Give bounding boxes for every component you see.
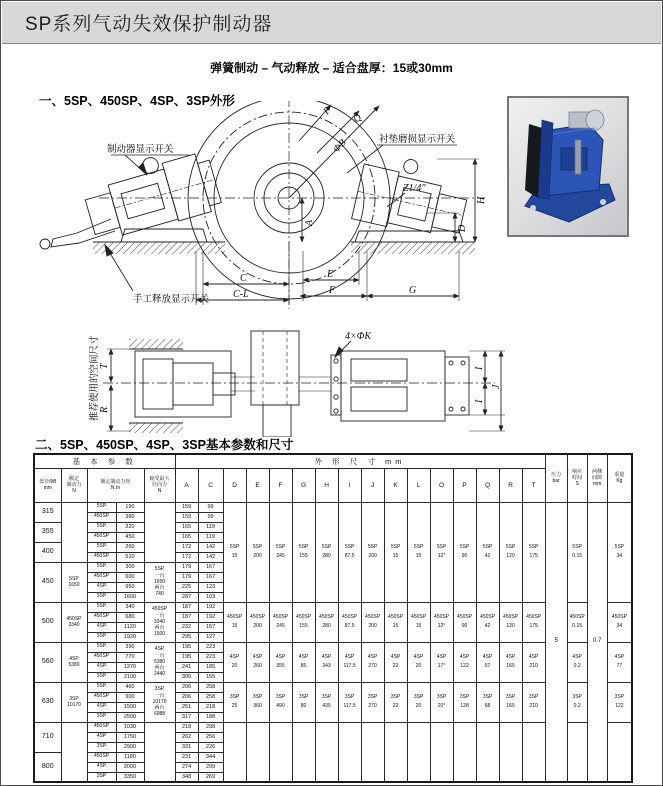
- dim-value-cell: 4SP 210: [522, 642, 545, 682]
- rated-force-cell: [61, 502, 87, 562]
- section2-heading: 二、5SP、450SP、4SP、3SP基本参数和尺寸: [35, 438, 294, 452]
- dim-a-cell: 165: [175, 522, 198, 532]
- dim-value-cell: 450SP 42: [476, 602, 499, 642]
- dim-value-cell: 3SP 165: [499, 682, 522, 722]
- model-cell: 450SP: [87, 552, 116, 562]
- dim-a-cell: 295: [175, 632, 198, 642]
- model-cell: 3SP: [87, 712, 116, 722]
- section1-heading: 一、5SP、450SP、4SP、3SP外形: [39, 94, 235, 108]
- dim-c-cell: 167: [198, 562, 223, 572]
- dim-value-cell: 450SP 15: [407, 602, 430, 642]
- torque-cell: 260: [116, 542, 144, 552]
- pressure-cell: 5: [545, 502, 567, 782]
- dim-a-cell: 218: [175, 722, 198, 732]
- model-cell: 5SP: [87, 682, 116, 692]
- dim-t: T: [99, 363, 110, 369]
- dim-a-cell: 159: [175, 502, 198, 512]
- dim-c-cell: 269: [198, 772, 223, 782]
- dim-value-cell: 4SP 20: [407, 642, 430, 682]
- torque-cell: 380: [116, 512, 144, 522]
- model-cell: 450SP: [87, 532, 116, 542]
- dim-phi-b: ΦB: [331, 137, 349, 156]
- dim-value-cell: 4SP 270: [361, 642, 384, 682]
- dim-cl: C-L: [233, 289, 249, 300]
- torque-cell: 460: [116, 682, 144, 692]
- torque-cell: 1500: [116, 702, 144, 712]
- dim-a-cell: 232: [175, 622, 198, 632]
- dim-c-cell: 192: [198, 602, 223, 612]
- dim-value-cell: [315, 722, 338, 782]
- dim-a-cell: 305: [175, 672, 198, 682]
- response-time-cell: 450SP 0.15: [567, 602, 587, 642]
- dim-header-cell: K: [384, 468, 407, 502]
- dim-a-cell: 251: [175, 702, 198, 712]
- dim-value-cell: [407, 722, 430, 782]
- dim-value-cell: 3SP 128: [453, 682, 476, 722]
- dim-c-cell: 123: [198, 582, 223, 592]
- dim-value-cell: 3SP 270: [361, 682, 384, 722]
- dim-header-cell: L: [407, 468, 430, 502]
- dim-value-cell: 5SP 120: [499, 502, 522, 602]
- torque-cell: 1750: [116, 732, 144, 742]
- bolt-holes-label: 4×ΦK: [345, 331, 372, 342]
- weight-cell: 4SP 77: [607, 642, 632, 682]
- model-cell: 4SP: [87, 762, 116, 772]
- dim-header-cell: A: [175, 468, 198, 502]
- model-cell: 450SP: [87, 612, 116, 622]
- dim-a-cell: 165: [175, 532, 198, 542]
- model-cell: 450SP: [87, 652, 116, 662]
- dim-a-cell: 195: [175, 642, 198, 652]
- dim-value-cell: [522, 722, 545, 782]
- dim-value-cell: 4SP 57: [476, 642, 499, 682]
- dim-value-cell: 3SP 25: [223, 682, 246, 722]
- torque-cell: 2900: [116, 742, 144, 752]
- dim-value-cell: 4SP 122: [453, 642, 476, 682]
- header-cell: 盘径ΦB mm: [34, 468, 61, 502]
- response-time-cell: 5SP 0.15: [567, 502, 587, 602]
- dim-value-cell: 5SP 200: [246, 502, 269, 602]
- disc-size-cell: 560: [34, 642, 61, 682]
- table-row: [34, 682, 632, 692]
- dim-value-cell: 4SP 22: [384, 642, 407, 682]
- dim-a-cell: 179: [175, 562, 198, 572]
- dim-value-cell: 450SP 15: [384, 602, 407, 642]
- dim-a-cell: 231: [175, 752, 198, 762]
- dim-p: P: [321, 105, 334, 118]
- dim-value-cell: 450SP 200: [246, 602, 269, 642]
- dim-value-cell: 3SP 435: [315, 682, 338, 722]
- page-title: SP系列气动失效保护制动器: [25, 14, 273, 35]
- dim-c-cell: 298: [198, 722, 223, 732]
- model-cell: 3SP: [87, 592, 116, 602]
- dim-value-cell: 3SP 360: [246, 682, 269, 722]
- model-cell: 5SP: [87, 602, 116, 612]
- dim-a-cell: 195: [175, 652, 198, 662]
- torque-cell: 2100: [116, 672, 144, 682]
- torque-cell: 1920: [116, 632, 144, 642]
- dim-value-cell: 450SP 155: [292, 602, 315, 642]
- dim-c-cell: 188: [198, 712, 223, 722]
- dim-header-cell: Q: [476, 468, 499, 502]
- dim-c-cell: 256: [198, 732, 223, 742]
- dim-h: H: [476, 196, 487, 204]
- dim-i1: I: [474, 366, 485, 370]
- dim-header-cell: E: [246, 468, 269, 502]
- dim-value-cell: [361, 722, 384, 782]
- torque-cell: 450: [116, 532, 144, 542]
- dim-value-cell: 3SP 22: [384, 682, 407, 722]
- dim-c-cell: 157: [198, 622, 223, 632]
- model-cell: 3SP: [87, 772, 116, 782]
- dim-value-cell: [384, 722, 407, 782]
- disc-size-cell: 315: [34, 502, 61, 522]
- model-cell: 450SP: [87, 722, 116, 732]
- model-cell: 3SP: [87, 672, 116, 682]
- model-cell: 5SP: [87, 542, 116, 552]
- dim-value-cell: 450SP 87.5: [338, 602, 361, 642]
- dim-header-cell: F: [269, 468, 292, 502]
- dim-value-cell: 5SP 200: [361, 502, 384, 602]
- torque-cell: 220: [116, 522, 144, 532]
- dim-c-cell: 142: [198, 552, 223, 562]
- dim-value-cell: 450SP 280: [315, 602, 338, 642]
- dim-header-cell: T: [522, 468, 545, 502]
- model-cell: 3SP: [87, 742, 116, 752]
- thread-label: Z1/4″: [403, 183, 426, 194]
- radial-force-cell: [144, 502, 175, 562]
- torque-cell: 1600: [116, 592, 144, 602]
- model-cell: 5SP: [87, 522, 116, 532]
- disc-size-cell: 355: [34, 522, 61, 542]
- dim-header-cell: P: [453, 468, 476, 502]
- dim-header-cell: O: [430, 468, 453, 502]
- dim-value-cell: 3SP 68: [476, 682, 499, 722]
- dim-e: E: [327, 269, 334, 280]
- rated-force-cell: 450SP 3340: [61, 602, 87, 642]
- spec-table: [33, 453, 633, 783]
- dim-value-cell: 5SP 280: [315, 502, 338, 602]
- pad-wear-callout: 衬垫磨损显示开关: [379, 134, 456, 145]
- dim-c: C: [240, 273, 247, 284]
- disc-size-cell: 800: [34, 752, 61, 782]
- dim-a: A: [304, 219, 315, 226]
- weight-cell: 3SP 122: [607, 682, 632, 722]
- dim-value-cell: 4SP 20: [223, 642, 246, 682]
- torque-cell: 510: [116, 552, 144, 562]
- dim-a-cell: 241: [175, 662, 198, 672]
- weight-cell: 5SP 34: [607, 502, 632, 602]
- dim-a-cell: 274: [175, 762, 198, 772]
- dim-header-cell: I: [338, 468, 361, 502]
- radial-force-cell: [144, 722, 175, 782]
- dim-value-cell: 450SP 120: [499, 602, 522, 642]
- dim-value-cell: 5SP 155: [292, 502, 315, 602]
- response-time-cell: 4SP 0.2: [567, 642, 587, 682]
- dim-value-cell: [292, 722, 315, 782]
- model-cell: 450SP: [87, 572, 116, 582]
- dim-value-cell: 5SP 15: [384, 502, 407, 602]
- dim-value-cell: 4SP 355: [269, 642, 292, 682]
- dim-c-cell: 142: [198, 542, 223, 552]
- torque-cell: 190: [116, 502, 144, 512]
- dim-header-cell: R: [499, 468, 522, 502]
- radial-force-cell: 5SP 一台 1650 两台 740: [144, 562, 175, 602]
- dim-value-cell: 3SP 20: [407, 682, 430, 722]
- header-cell: 额定 制动力 N: [61, 468, 87, 502]
- torque-cell: 2500: [116, 712, 144, 722]
- torque-cell: 1120: [116, 622, 144, 632]
- header-cell: 外 形 尺 寸 mm: [175, 454, 545, 468]
- dim-value-cell: 450SP 245: [269, 602, 292, 642]
- technical-drawing: [7, 101, 507, 437]
- dim-value-cell: 450SP 15: [223, 602, 246, 642]
- response-time-cell: [567, 722, 587, 782]
- model-cell: 4SP: [87, 702, 116, 712]
- torque-cell: 300: [116, 562, 144, 572]
- dim-value-cell: [246, 722, 269, 782]
- dim-value-cell: [476, 722, 499, 782]
- torque-cell: 600: [116, 572, 144, 582]
- disc-size-cell: 450: [34, 562, 61, 602]
- manual-release-callout: 手工释放显示开关: [133, 294, 210, 305]
- dim-value-cell: 4SP 17°: [430, 642, 453, 682]
- dim-value-cell: 450SP 12°: [430, 602, 453, 642]
- dim-d: D: [457, 224, 468, 232]
- title-bar: [2, 2, 661, 44]
- brake-switch-callout: 制动器显示开关: [107, 144, 174, 155]
- dim-c-cell: 258: [198, 692, 223, 702]
- dim-value-cell: 4SP 85: [292, 642, 315, 682]
- dim-value-cell: [223, 722, 246, 782]
- gap-cell: 0.7: [587, 502, 607, 782]
- dim-c-cell: 192: [198, 612, 223, 622]
- dim-a-cell: 172: [175, 552, 198, 562]
- dim-value-cell: 3SP 80: [292, 682, 315, 722]
- dim-j: J: [491, 384, 502, 389]
- dim-value-cell: 450SP 200: [361, 602, 384, 642]
- response-time-cell: 3SP 0.2: [567, 682, 587, 722]
- dim-c-cell: 218: [198, 702, 223, 712]
- header-cell: 两侧 间隙 mm: [587, 454, 607, 502]
- torque-cell: 950: [116, 582, 144, 592]
- dim-value-cell: 450SP 90: [453, 602, 476, 642]
- dim-a-cell: 179: [175, 572, 198, 582]
- dim-header-cell: J: [361, 468, 384, 502]
- product-photo: [507, 96, 629, 237]
- rated-force-cell: 5SP 1650: [61, 562, 87, 602]
- table-row: [34, 642, 632, 652]
- dim-g: G: [409, 285, 417, 296]
- dim-c-cell: 226: [198, 742, 223, 752]
- header-cell: 响应 时间 S: [567, 454, 587, 502]
- weight-cell: 450SP 34: [607, 602, 632, 642]
- spec-table-head: [34, 454, 632, 502]
- dim-value-cell: 5SP 12°: [430, 502, 453, 602]
- header-cell: 轴受最大 径向力 N: [144, 468, 175, 502]
- dim-a-cell: 187: [175, 602, 198, 612]
- dim-c-cell: 185: [198, 662, 223, 672]
- dim-c-cell: 99: [198, 512, 223, 522]
- disc-size-cell: 630: [34, 682, 61, 722]
- dim-a-cell: 317: [175, 712, 198, 722]
- table-row: [34, 722, 632, 732]
- disc-size-cell: 400: [34, 542, 61, 562]
- dim-c-cell: 155: [198, 672, 223, 682]
- model-cell: 5SP: [87, 642, 116, 652]
- dim-i2: I: [474, 399, 485, 403]
- dim-r: R: [99, 406, 110, 413]
- rated-force-cell: [61, 722, 87, 782]
- dim-value-cell: 5SP 15: [407, 502, 430, 602]
- dim-c-cell: 344: [198, 752, 223, 762]
- header-cell: 重量 Kg: [607, 454, 632, 502]
- dim-c-cell: 119: [198, 532, 223, 542]
- dim-a-cell: 287: [175, 592, 198, 602]
- torque-cell: 1270: [116, 662, 144, 672]
- space-note-label: 推荐使用的空间尺寸: [89, 335, 100, 421]
- dim-header-cell: H: [315, 468, 338, 502]
- dim-a-cell: 206: [175, 682, 198, 692]
- torque-cell: 390: [116, 642, 144, 652]
- dim-a-cell: 348: [175, 772, 198, 782]
- rated-force-cell: 4SP 5380: [61, 642, 87, 682]
- dim-a-cell: 187: [175, 612, 198, 622]
- radial-force-cell: 4SP 一台 5380 两台 2440: [144, 642, 175, 682]
- dim-a-cell: 331: [175, 742, 198, 752]
- dim-value-cell: 3SP 210: [522, 682, 545, 722]
- plan-view: [103, 331, 505, 437]
- dim-value-cell: [338, 722, 361, 782]
- dim-c-cell: 299: [198, 762, 223, 772]
- radial-force-cell: 450SP 一台 3340 两台 1500: [144, 602, 175, 642]
- dim-value-cell: 3SP 117.5: [338, 682, 361, 722]
- model-cell: 450SP: [87, 752, 116, 762]
- dim-value-cell: [430, 722, 453, 782]
- model-cell: 4SP: [87, 582, 116, 592]
- dim-value-cell: [453, 722, 476, 782]
- dim-value-cell: [269, 722, 292, 782]
- disc-size-cell: 500: [34, 602, 61, 642]
- dim-value-cell: 4SP 165: [499, 642, 522, 682]
- dim-c-cell: 103: [198, 592, 223, 602]
- model-cell: 3SP: [87, 632, 116, 642]
- torque-cell: 1030: [116, 722, 144, 732]
- dim-value-cell: 5SP 42: [476, 502, 499, 602]
- dim-c-cell: 223: [198, 652, 223, 662]
- dim-c-cell: 99: [198, 502, 223, 512]
- dim-value-cell: 5SP 175: [522, 502, 545, 602]
- torque-cell: 2000: [116, 762, 144, 772]
- dim-c-cell: 167: [198, 572, 223, 582]
- header-cell: 额定制动力矩 N.m: [87, 468, 144, 502]
- front-view: [40, 101, 485, 309]
- dim-a-cell: 262: [175, 732, 198, 742]
- dim-c-cell: 127: [198, 632, 223, 642]
- header-cell: 压力 bar: [545, 454, 567, 502]
- radial-force-cell: 3SP 一台 10170 两台 6988: [144, 682, 175, 722]
- table-row: [34, 602, 632, 612]
- dim-value-cell: 5SP 87.5: [338, 502, 361, 602]
- model-cell: 4SP: [87, 732, 116, 742]
- dim-c-cell: 258: [198, 682, 223, 692]
- dim-a-cell: 159: [175, 512, 198, 522]
- dim-f: F: [329, 285, 336, 296]
- dim-value-cell: 5SP 90: [453, 502, 476, 602]
- header-cell: 基 本 参 数: [34, 454, 175, 468]
- dim-header-cell: G: [292, 468, 315, 502]
- model-cell: 5SP: [87, 562, 116, 572]
- model-cell: 4SP: [87, 622, 116, 632]
- torque-cell: 1180: [116, 752, 144, 762]
- model-cell: 450SP: [87, 512, 116, 522]
- torque-cell: 770: [116, 652, 144, 662]
- dim-value-cell: 5SP 15: [223, 502, 246, 602]
- model-cell: 5SP: [87, 502, 116, 512]
- dim-a-cell: 225: [175, 582, 198, 592]
- model-cell: 450SP: [87, 692, 116, 702]
- torque-cell: 900: [116, 692, 144, 702]
- dim-value-cell: 4SP 343: [315, 642, 338, 682]
- dim-value-cell: 3SP 490: [269, 682, 292, 722]
- brake-photo-art: [509, 98, 627, 235]
- torque-cell: 3350: [116, 772, 144, 782]
- dim-value-cell: 5SP 245: [269, 502, 292, 602]
- dim-c-cell: 119: [198, 522, 223, 532]
- dim-value-cell: [499, 722, 522, 782]
- dim-header-cell: C: [198, 468, 223, 502]
- dim-c-cell: 223: [198, 642, 223, 652]
- disc-size-cell: 710: [34, 722, 61, 752]
- dim-a-cell: 172: [175, 542, 198, 552]
- dim-header-cell: D: [223, 468, 246, 502]
- torque-cell: 680: [116, 612, 144, 622]
- subtitle: 弹簧制动 – 气动释放 – 适合盘厚：15或30mm: [210, 61, 453, 75]
- dim-value-cell: 3SP 20°: [430, 682, 453, 722]
- dim-value-cell: 4SP 260: [246, 642, 269, 682]
- dim-q: Q: [351, 112, 365, 126]
- rated-force-cell: 3SP 10170: [61, 682, 87, 722]
- dim-a-cell: 206: [175, 692, 198, 702]
- table-row: [34, 502, 632, 512]
- dim-value-cell: 450SP 175: [522, 602, 545, 642]
- spec-table-body: [34, 502, 632, 782]
- weight-cell: [607, 722, 632, 782]
- model-cell: 4SP: [87, 662, 116, 672]
- torque-cell: 340: [116, 602, 144, 612]
- dim-value-cell: 4SP 117.5: [338, 642, 361, 682]
